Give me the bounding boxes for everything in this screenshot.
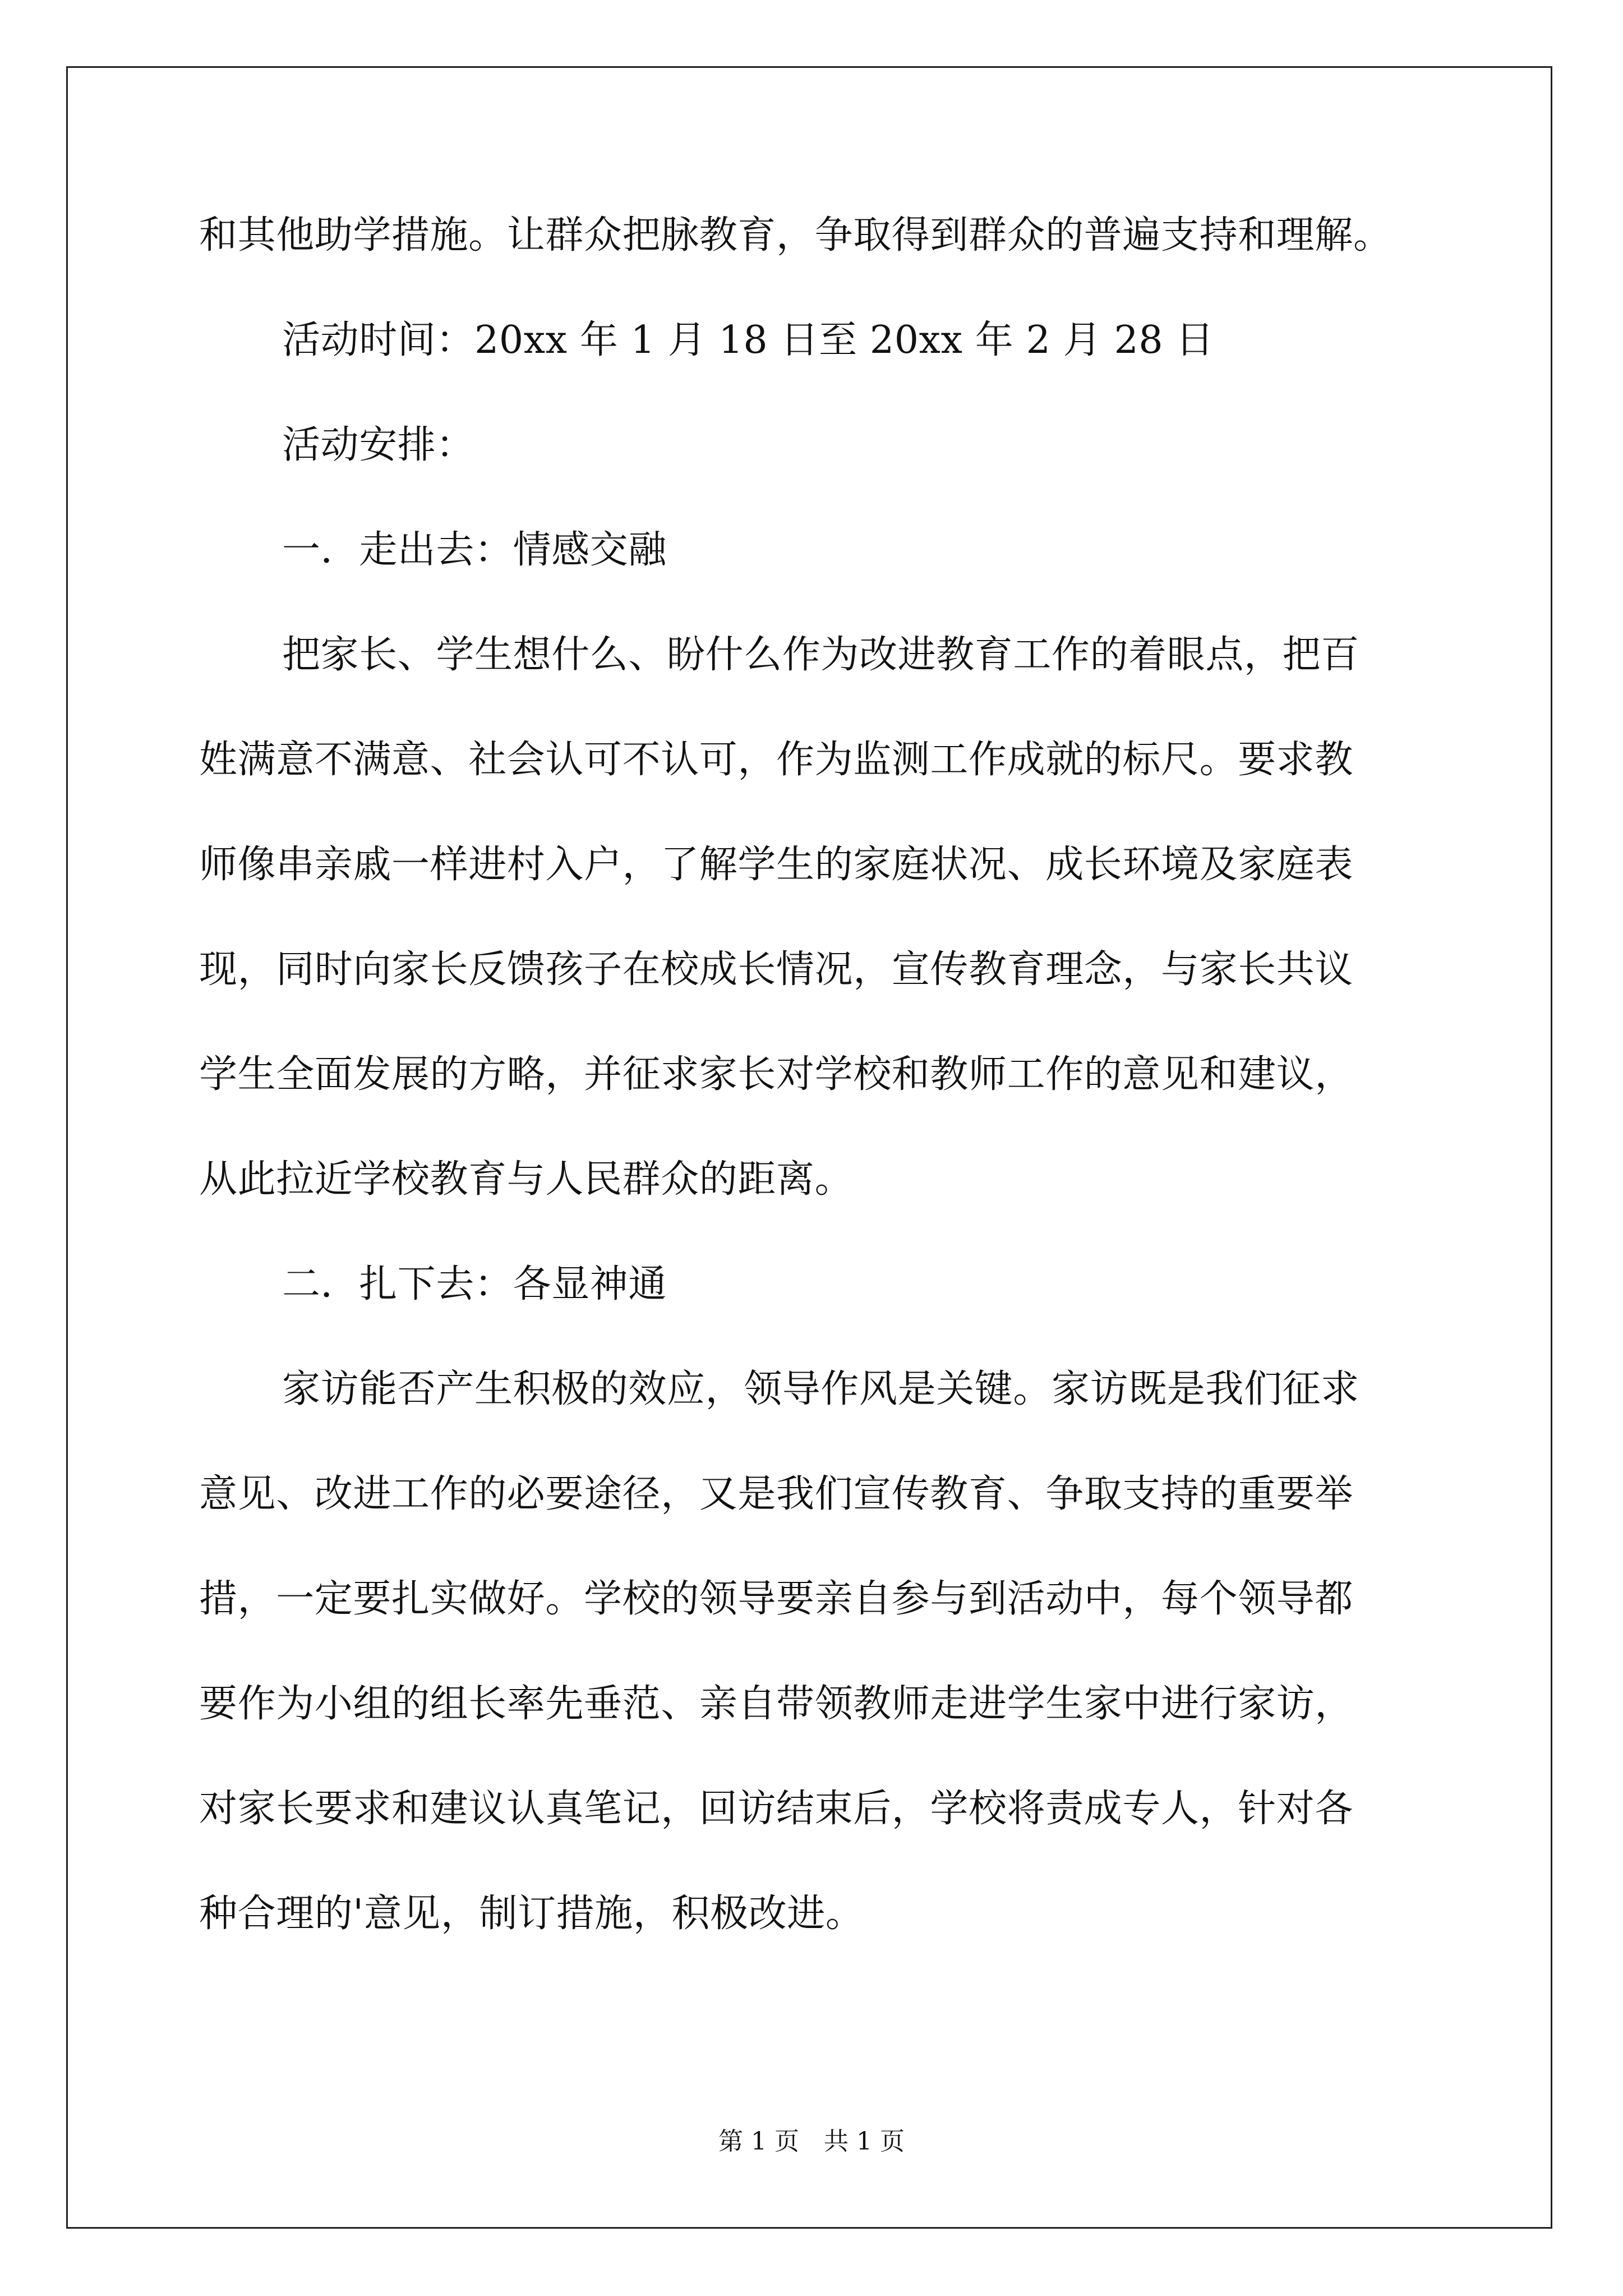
activity-time: 活动时间：20xx 年 1 月 18 日至 20xx 年 2 月 28 日 — [282, 318, 1215, 362]
text-line: 措，一定要扎实做好。学校的领导要亲自参与到活动中，每个领导都 — [199, 1577, 1354, 1621]
section-heading-one: 一．走出去：情感交融 — [282, 528, 667, 572]
activity-arrangement-heading: 活动安排： — [282, 423, 475, 467]
text-line: 学生全面发展的方略，并征求家长对学校和教师工作的意见和建议， — [199, 1052, 1354, 1097]
page-footer: 第 1 页 共 1 页 — [718, 2127, 905, 2156]
text-line: 种合理的'意见，制订措施，积极改进。 — [199, 1892, 864, 1936]
text-line: 要作为小组的组长率先垂范、亲自带领教师走进学生家中进行家访， — [199, 1682, 1354, 1726]
section-heading-two: 二．扎下去：各显神通 — [282, 1262, 667, 1306]
text-line: 意见、改进工作的必要途径，又是我们宣传教育、争取支持的重要举 — [199, 1472, 1354, 1516]
text-line: 师像串亲戚一样进村入户，了解学生的家庭状况、成长环境及家庭表 — [199, 843, 1354, 887]
text-line: 把家长、学生想什么、盼什么作为改进教育工作的着眼点，把百 — [282, 633, 1359, 677]
text-line: 姓满意不满意、社会认可不认可，作为监测工作成就的标尺。要求教 — [199, 738, 1354, 782]
text-line: 和其他助学措施。让群众把脉教育，争取得到群众的普遍支持和理解。 — [199, 213, 1392, 257]
text-line: 从此拉近学校教育与人民群众的距离。 — [199, 1157, 854, 1202]
text-line: 家访能否产生积极的效应，领导作风是关键。家访既是我们征求 — [282, 1367, 1359, 1411]
text-line: 现，同时向家长反馈孩子在校成长情况，宣传教育理念，与家长共议 — [199, 947, 1354, 992]
text-line: 对家长要求和建议认真笔记，回访结束后，学校将责成专人，针对各 — [199, 1787, 1354, 1831]
